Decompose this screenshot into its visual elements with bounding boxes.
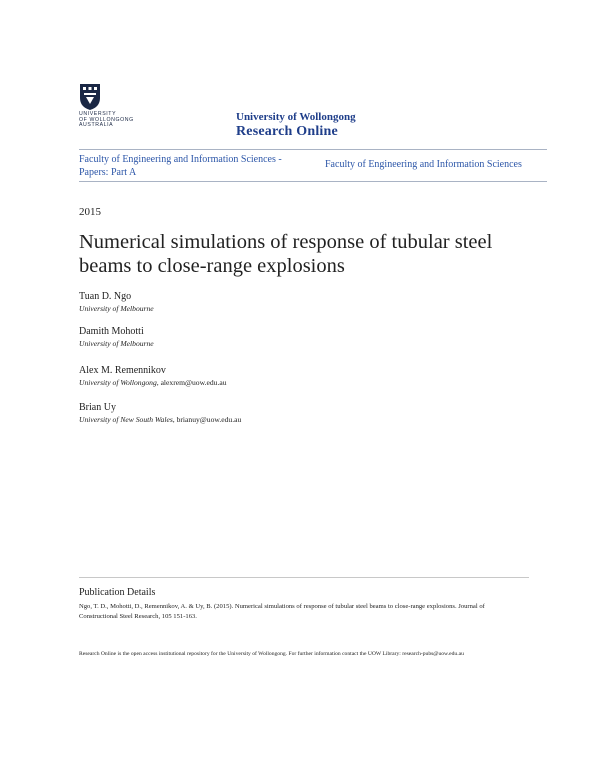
author-block <box>79 365 227 387</box>
author-name[interactable]: Brian Uy <box>79 402 116 413</box>
author-email[interactable]: , brianuy@uow.edu.au <box>172 415 242 424</box>
university-link[interactable]: University of Wollongong <box>236 111 356 123</box>
author-block <box>79 291 154 313</box>
research-online-link[interactable]: Research Online <box>236 124 338 139</box>
faculty-link[interactable]: Faculty of Engineering and Information Sciences <box>325 159 522 170</box>
paper-title[interactable]: Numerical simulations of response of tubular steel beams to close-range explosions <box>79 231 493 277</box>
repository-footer: Research Online is the open access institutional repository for the University of Wollongong. For further information contact the UOW Library: research-pubs@uow.edu.au <box>79 651 464 657</box>
author-name[interactable]: Alex M. Remennikov <box>79 365 166 376</box>
author-affiliation: University of Melbourne <box>79 339 154 348</box>
publication-details-heading: Publication Details <box>79 587 156 598</box>
faculty-band <box>79 149 547 182</box>
faculty-papers-link[interactable]: Faculty of Engineering and Information Sciences - Papers: Part A <box>79 154 282 178</box>
author-name[interactable]: Damith Mohotti <box>79 326 144 337</box>
logo-wordmark: UNIVERSITY OF WOLLONGONG AUSTRALIA <box>79 111 134 129</box>
publication-year: 2015 <box>79 206 101 218</box>
author-block <box>79 402 241 424</box>
publication-details-text: Ngo, T. D., Mohotti, D., Remennikov, A. & Uy, B. (2015). Numerical simulations of response of tubular steel beams to close-range explosions. Journal of Constructional Steel Research, 105 151-163. <box>79 603 485 620</box>
crest-icon <box>79 83 101 111</box>
author-block <box>79 326 154 348</box>
author-name[interactable]: Tuan D. Ngo <box>79 291 132 302</box>
author-affiliation: University of New South Wales, brianuy@uow.edu.au <box>79 415 242 424</box>
author-email[interactable]: , alexrem@uow.edu.au <box>156 378 227 387</box>
divider <box>79 577 529 578</box>
author-affiliation: University of Wollongong, alexrem@uow.edu.au <box>79 378 227 387</box>
author-affiliation: University of Melbourne <box>79 304 154 313</box>
university-logo <box>79 83 149 135</box>
